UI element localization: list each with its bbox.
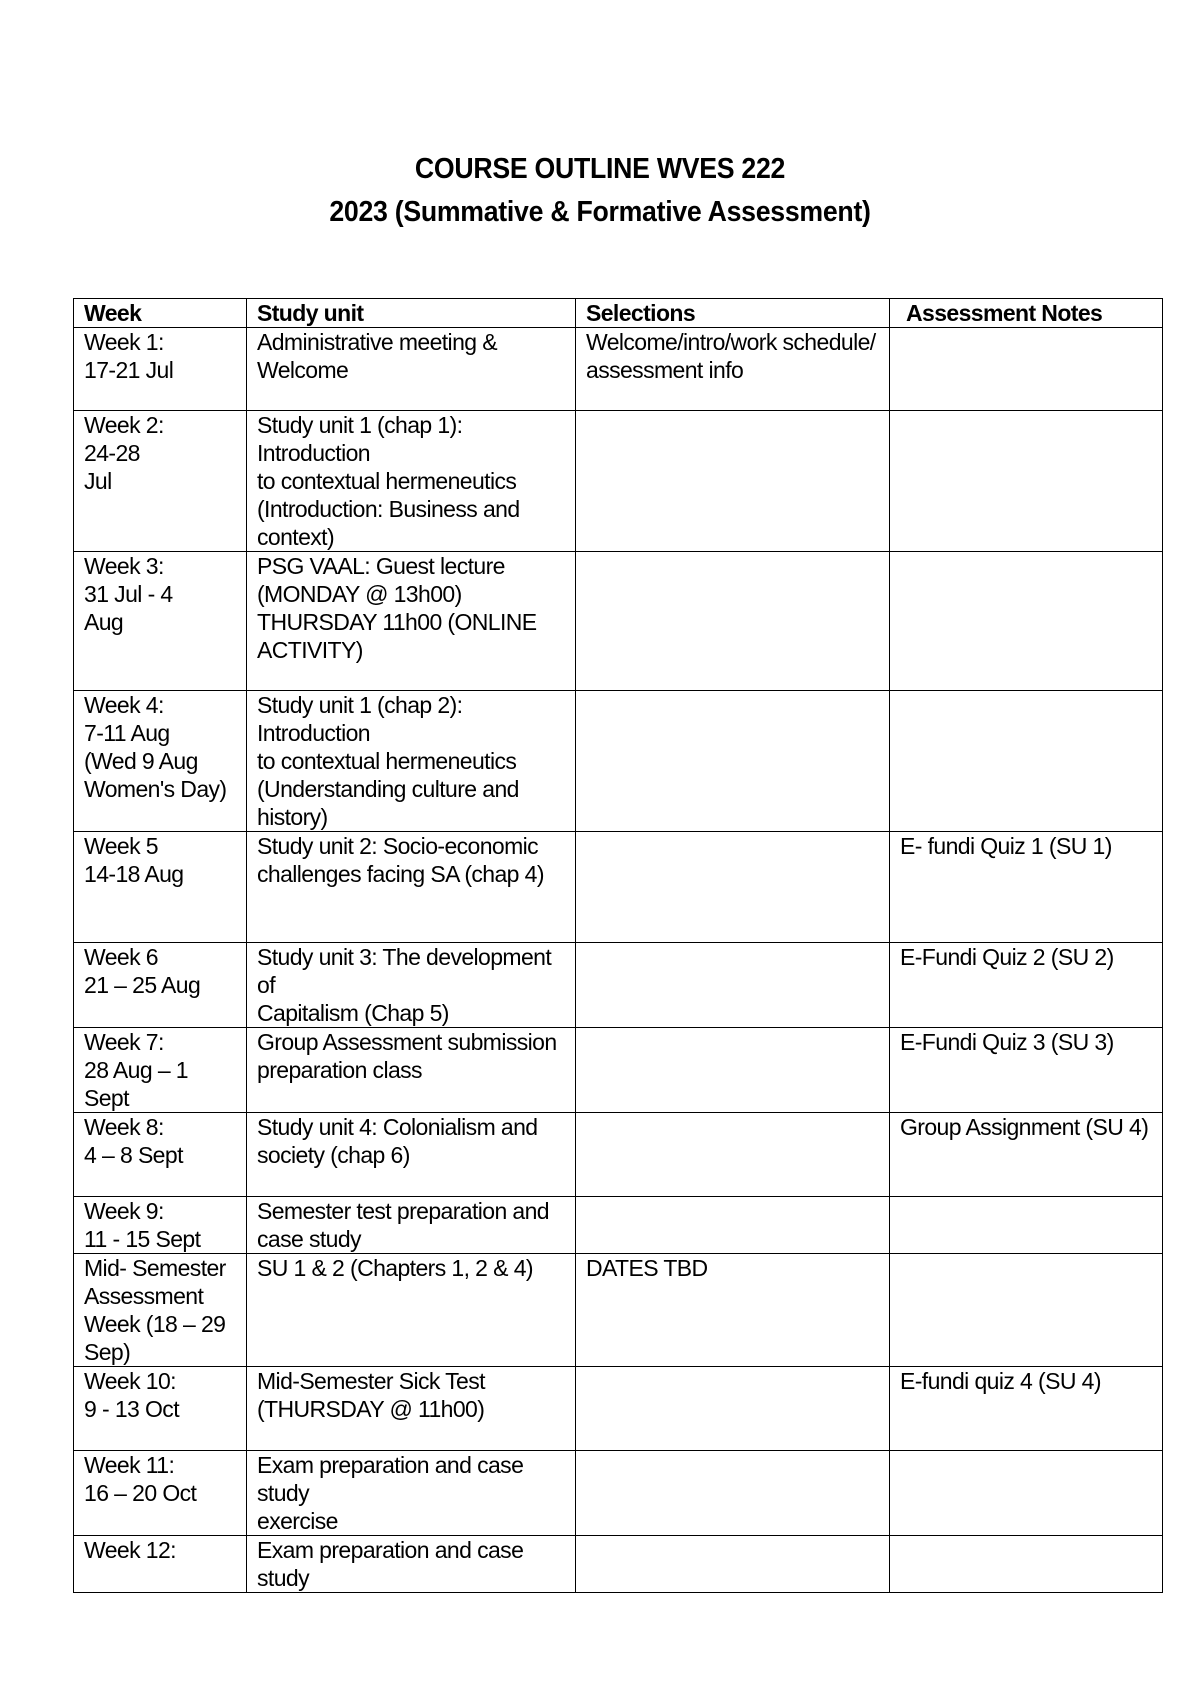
- cell-selections: [576, 1536, 890, 1593]
- cell-week: Week 5 14-18 Aug: [74, 832, 247, 943]
- cell-study-unit: Administrative meeting & Welcome: [247, 328, 576, 411]
- table-row: [74, 691, 1163, 832]
- table-row: [74, 832, 1163, 943]
- table-row: [74, 411, 1163, 552]
- table-row: [74, 1451, 1163, 1536]
- cell-notes: [890, 1254, 1163, 1367]
- cell-study-unit: SU 1 & 2 (Chapters 1, 2 & 4): [247, 1254, 576, 1367]
- cell-week: Week 6 21 – 25 Aug: [74, 943, 247, 1028]
- table-row: [74, 1254, 1163, 1367]
- cell-week: Week 10: 9 - 13 Oct: [74, 1367, 247, 1451]
- table-row: [74, 552, 1163, 691]
- cell-selections: [576, 691, 890, 832]
- cell-study-unit: Mid-Semester Sick Test (THURSDAY @ 11h00): [247, 1367, 576, 1451]
- cell-notes: [890, 1197, 1163, 1254]
- title-line-2: 2023 (Summative & Formative Assessment): [329, 196, 871, 228]
- cell-week: Week 7: 28 Aug – 1 Sept: [74, 1028, 247, 1113]
- header-selections: Selections: [576, 299, 890, 328]
- cell-study-unit: Study unit 2: Socio-economic challenges facing SA (chap 4): [247, 832, 576, 943]
- cell-notes: [890, 691, 1163, 832]
- cell-week: Week 1: 17-21 Jul: [74, 328, 247, 411]
- cell-selections: [576, 1367, 890, 1451]
- cell-notes: [890, 411, 1163, 552]
- cell-notes: [890, 1536, 1163, 1593]
- header-week: Week: [74, 299, 247, 328]
- table-row: [74, 1367, 1163, 1451]
- cell-study-unit: PSG VAAL: Guest lecture (MONDAY @ 13h00) THURSDAY 11h00 (ONLINE ACTIVITY): [247, 552, 576, 691]
- table-row: [74, 1536, 1163, 1593]
- table-row: [74, 1113, 1163, 1197]
- cell-study-unit: Exam preparation and case study: [247, 1536, 576, 1593]
- cell-notes: [890, 552, 1163, 691]
- cell-selections: [576, 1451, 890, 1536]
- cell-selections: [576, 832, 890, 943]
- table-row: [74, 1028, 1163, 1113]
- cell-notes: E-fundi quiz 4 (SU 4): [890, 1367, 1163, 1451]
- cell-notes: [890, 1451, 1163, 1536]
- cell-selections: [576, 552, 890, 691]
- cell-study-unit: Study unit 3: The development of Capitalism (Chap 5): [247, 943, 576, 1028]
- cell-study-unit: Semester test preparation and case study: [247, 1197, 576, 1254]
- table-row: [74, 1197, 1163, 1254]
- cell-selections: [576, 1197, 890, 1254]
- table-row: [74, 328, 1163, 411]
- cell-week: Week 3: 31 Jul - 4 Aug: [74, 552, 247, 691]
- cell-week: Week 4: 7-11 Aug (Wed 9 Aug Women's Day): [74, 691, 247, 832]
- table-row: [74, 943, 1163, 1028]
- cell-selections: DATES TBD: [576, 1254, 890, 1367]
- cell-notes: E- fundi Quiz 1 (SU 1): [890, 832, 1163, 943]
- cell-study-unit: Study unit 4: Colonialism and society (chap 6): [247, 1113, 576, 1197]
- cell-selections: [576, 943, 890, 1028]
- document-title: [0, 148, 1200, 234]
- cell-study-unit: Study unit 1 (chap 2): Introduction to contextual hermeneutics (Understanding culture and history): [247, 691, 576, 832]
- cell-week: Week 11: 16 – 20 Oct: [74, 1451, 247, 1536]
- cell-study-unit: Study unit 1 (chap 1): Introduction to contextual hermeneutics (Introduction: Business and context): [247, 411, 576, 552]
- cell-study-unit: Exam preparation and case study exercise: [247, 1451, 576, 1536]
- table-body: [74, 328, 1163, 1593]
- title-line-1: COURSE OUTLINE WVES 222: [414, 153, 786, 185]
- cell-notes: [890, 328, 1163, 411]
- cell-notes: E-Fundi Quiz 3 (SU 3): [890, 1028, 1163, 1113]
- header-study-unit: Study unit: [247, 299, 576, 328]
- cell-week: Week 9: 11 - 15 Sept: [74, 1197, 247, 1254]
- cell-selections: Welcome/intro/work schedule/ assessment info: [576, 328, 890, 411]
- cell-notes: Group Assignment (SU 4): [890, 1113, 1163, 1197]
- cell-notes: E-Fundi Quiz 2 (SU 2): [890, 943, 1163, 1028]
- cell-selections: [576, 411, 890, 552]
- cell-week: Mid- Semester Assessment Week (18 – 29 Sep): [74, 1254, 247, 1367]
- cell-week: Week 8: 4 – 8 Sept: [74, 1113, 247, 1197]
- header-assessment-notes: Assessment Notes: [890, 299, 1163, 328]
- cell-week: Week 12:: [74, 1536, 247, 1593]
- cell-week: Week 2: 24-28 Jul: [74, 411, 247, 552]
- cell-study-unit: Group Assessment submission preparation class: [247, 1028, 576, 1113]
- header-row: [74, 299, 1163, 328]
- cell-selections: [576, 1028, 890, 1113]
- cell-selections: [576, 1113, 890, 1197]
- schedule-table: [73, 298, 1163, 1593]
